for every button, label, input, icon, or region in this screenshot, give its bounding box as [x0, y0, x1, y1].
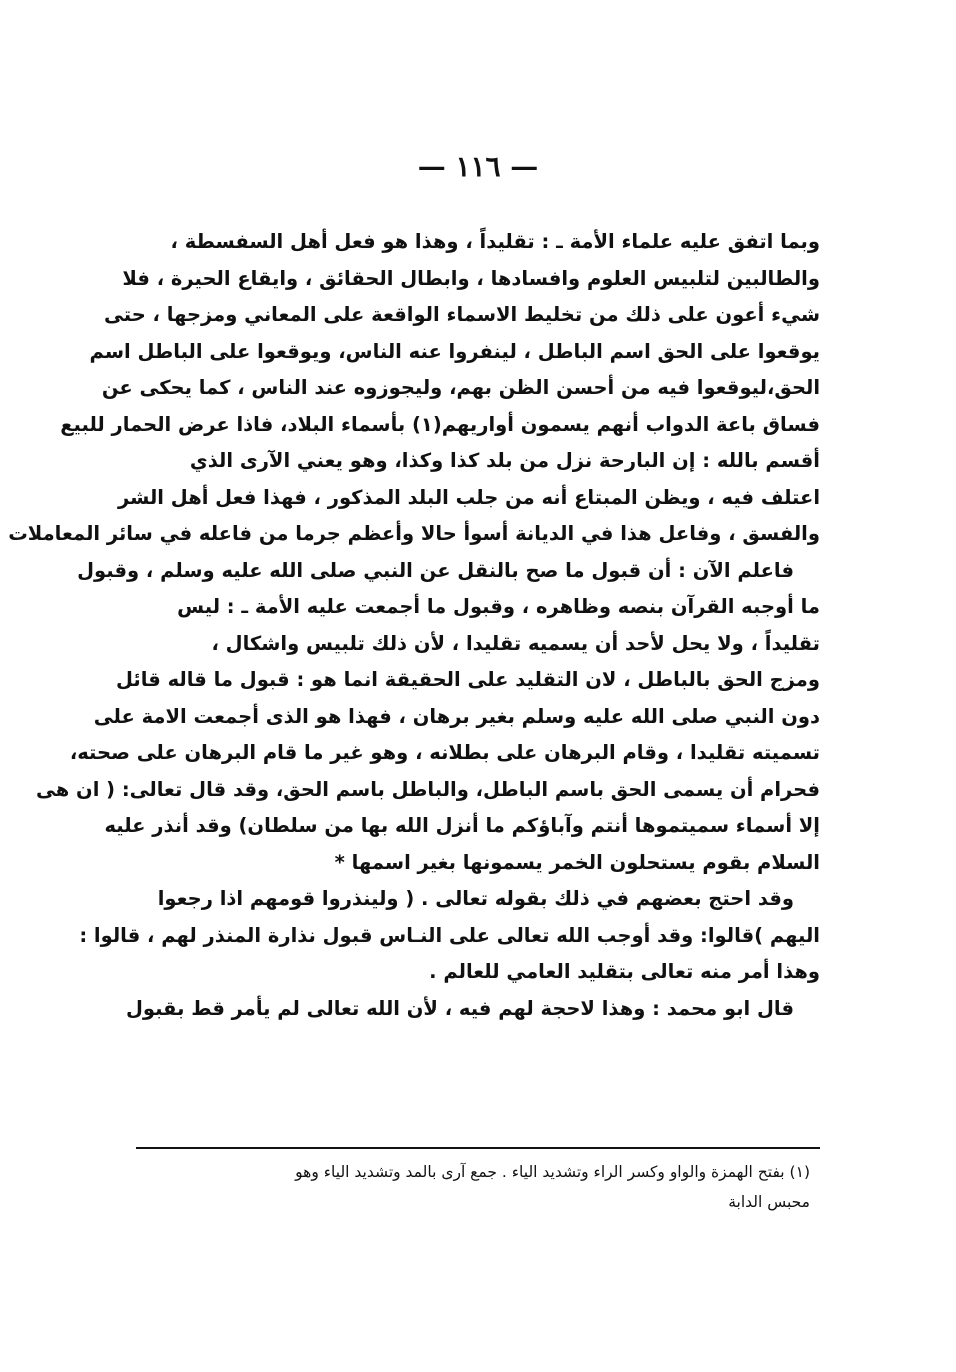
page-number: — ١١٦ — [417, 150, 539, 183]
text-line: شيء أعون على ذلك من تخليط الاسماء الواقعة على المعاني ومزجها ، حتى [104, 303, 820, 326]
paragraph-start-line: وقد احتج بعضهم في ذلك بقوله تعالى . ( ولينذروا قومهم اذا رجعوا [157, 887, 794, 910]
paragraph-start-line: فاعلم الآن : أن قبول ما صح بالنقل عن النبي صلى الله عليه وسلم ، وقبول [77, 558, 794, 582]
text-line: دون النبي صلى الله عليه وسلم بغير برهان ، فهذا هو الذى أجمعت الامة على [93, 704, 820, 728]
paragraph-start-line: قال ابو محمد : وهذا لاحجة لهم فيه ، لأن الله تعالى لم يأمر قط بقبول [125, 996, 794, 1020]
footnote [136, 1157, 820, 1217]
text-line: فحرام أن يسمى الحق باسم الباطل، والباطل باسم الحق، وقد قال تعالى: ( ان هى [36, 777, 820, 801]
text-line: اعتلف فيه ، ويظن المبتاع أنه من جلب البلد المذكور ، فهذا فعل أهل الشر [118, 485, 820, 509]
footnote-line: (١) بفتح الهمزة والواو وكسر الراء وتشديد الياء . جمع آرى بالمد وتشديد الياء وهو [295, 1163, 810, 1181]
text-line: اليهم )قالوا: وقد أوجب الله تعالى على النـاس قبول نذارة المنذر لهم ، قالوا : [79, 923, 820, 947]
text-line: تقليداً ، ولا يحل لأحد أن يسميه تقليدا ، لأن ذلك تلبيس واشكال ، [211, 631, 820, 655]
text-line: فساق باعة الدواب أنهم يسمون أواريهم(١) بأسماء البلاد، فاذا عرض الحمار للبيع [60, 412, 820, 436]
text-line: ما أوجبه القرآن بنصه وظاهره ، وقبول ما أجمعت عليه الأمة ـ : ليس [177, 595, 820, 618]
text-line: وبما اتفق عليه علماء الأمة ـ : تقليداً ، وهذا هو فعل أهل السفسطة ، [170, 230, 820, 253]
text-line: إلا أسماء سميتموها أنتم وآباؤكم ما أنزل الله بها من سلطان) وقد أنذر عليه [104, 814, 820, 837]
text-line: يوقعوا على الحق اسم الباطل ، لينفروا عنه الناس، ويوقعوا على الباطل اسم [89, 339, 820, 363]
footnote-divider [136, 1147, 820, 1149]
text-line: والفسق ، وفاعل هذا في الديانة أسوأ حالا وأعظم جرما من فاعله في سائر المعاملات [8, 522, 820, 545]
body-text [8, 224, 820, 1027]
text-line: وهذا أمر منه تعالى بتقليد العامي للعالم . [429, 960, 820, 983]
text-line: والطالبين لتلبيس العلوم وافسادها ، وابطال الحقائق ، وايقاع الحيرة ، فلا [122, 266, 820, 290]
text-line: تسميته تقليدا ، وقام البرهان على بطلانه ، وهو غير ما قام البرهان على صحته، [69, 741, 820, 764]
footnote-line: محبس الدابة [728, 1193, 810, 1211]
text-line: السلام بقوم يستحلون الخمر يسمونها بغير اسمها * [334, 850, 820, 874]
text-line: ومزج الحق بالباطل ، لان التقليد على الحقيقة انما هو : قبول ما قاله قائل [115, 668, 820, 691]
text-line: الحق،ليوقعوا فيه من أحسن الظن بهم، وليجوزوه عند الناس ، كما يحكى عن [101, 376, 820, 399]
text-line: أقسم بالله : إن البارحة نزل من بلد كذا وكذا، وهو يعني الآرى الذي [189, 449, 820, 472]
